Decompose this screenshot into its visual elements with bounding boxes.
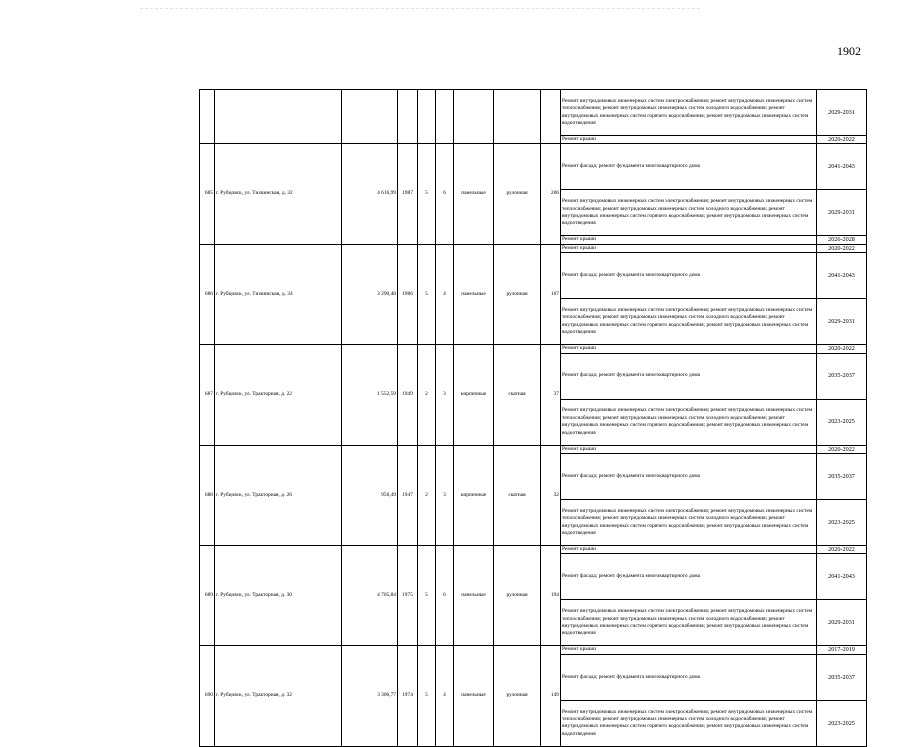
total-area: 4 616,99 (342, 144, 398, 244)
work-description: Ремонт фасада; ремонт фундамента многоквартирного дома (561, 554, 817, 600)
house-address: г. Рубцовск, ул. Тихвинская, д. 32 (215, 144, 342, 244)
wall-material: панельные (454, 244, 494, 344)
work-period: 2020-2022 (817, 136, 867, 144)
residents-count: 167 (541, 244, 561, 344)
wall-material: панельные (454, 646, 494, 746)
empty-cell (541, 90, 561, 144)
work-period: 2020-2022 (817, 445, 867, 453)
roof-type: рулонная (494, 546, 541, 646)
roof-type: скатная (494, 445, 541, 545)
roof-type: рулонная (494, 144, 541, 244)
build-year: 1975 (398, 546, 418, 646)
work-description: Ремонт крыши (561, 445, 817, 453)
empty-cell (454, 90, 494, 144)
table-row (200, 90, 867, 136)
house-address: г. Рубцовск, ул. Тихвинская, д. 34 (215, 244, 342, 344)
page-number: 1902 (837, 44, 861, 58)
work-period: 2020-2022 (817, 345, 867, 353)
empty-cell (494, 90, 541, 144)
work-period: 2041-2043 (817, 144, 867, 190)
total-area: 1 552,59 (342, 345, 398, 445)
work-period: 2029-2031 (817, 90, 867, 136)
work-period: 2023-2025 (817, 399, 867, 445)
work-description: Ремонт фасада; ремонт фундамента многоквартирного дома (561, 353, 817, 399)
floors-count: 5 (418, 646, 436, 746)
work-description: Ремонт внутридомовых инженерных систем электроснабжения; ремонт внутридомовых инженерных систем теплоснабжения; ремонт внутридомовых инженерных систем холодного водоснабжения; ремонт внутридомовых инженерных систем горячего водоснабжения; ремонт внутридомовых инженерных систем водоотведения (561, 600, 817, 646)
empty-cell (342, 90, 398, 144)
work-description: Ремонт фасада; ремонт фундамента многоквартирного дома (561, 454, 817, 500)
work-description: Ремонт крыши (561, 236, 817, 244)
row-number: 686 (200, 244, 215, 344)
work-description: Ремонт фасада; ремонт фундамента многоквартирного дома (561, 253, 817, 299)
wall-material: кирпичные (454, 345, 494, 445)
build-year: 1986 (398, 244, 418, 344)
entrances-count: 4 (436, 244, 454, 344)
residents-count: 37 (541, 345, 561, 445)
row-number: 685 (200, 144, 215, 244)
work-description: Ремонт внутридомовых инженерных систем электроснабжения; ремонт внутридомовых инженерных систем теплоснабжения; ремонт внутридомовых инженерных систем холодного водоснабжения; ремонт внутридомовых инженерных систем горячего водоснабжения; ремонт внутридомовых инженерных систем водоотведения (561, 190, 817, 236)
work-period: 2035-2037 (817, 454, 867, 500)
scan-artifact-line (140, 8, 700, 10)
table-row (200, 144, 867, 190)
empty-cell (418, 90, 436, 144)
work-description: Ремонт крыши (561, 345, 817, 353)
row-number: 687 (200, 345, 215, 445)
total-area: 3 306,77 (342, 646, 398, 746)
work-period: 2017-2019 (817, 646, 867, 654)
empty-cell (215, 90, 342, 144)
work-period: 2035-2037 (817, 353, 867, 399)
repair-program-table (199, 89, 867, 747)
entrances-count: 3 (436, 345, 454, 445)
work-period: 2020-2022 (817, 546, 867, 554)
table-body (200, 90, 867, 747)
entrances-count: 3 (436, 445, 454, 545)
empty-cell (200, 90, 215, 144)
work-description: Ремонт крыши (561, 646, 817, 654)
total-area: 3 290,48 (342, 244, 398, 344)
entrances-count: 6 (436, 546, 454, 646)
work-period: 2020-2022 (817, 244, 867, 252)
work-period: 2041-2043 (817, 554, 867, 600)
floors-count: 2 (418, 345, 436, 445)
work-description: Ремонт внутридомовых инженерных систем электроснабжения; ремонт внутридомовых инженерных систем теплоснабжения; ремонт внутридомовых инженерных систем холодного водоснабжения; ремонт внутридомовых инженерных систем горячего водоснабжения; ремонт внутридомовых инженерных систем водоотведения (561, 90, 817, 136)
total-area: 4 705,84 (342, 546, 398, 646)
floors-count: 5 (418, 546, 436, 646)
work-description: Ремонт крыши (561, 136, 817, 144)
work-period: 2023-2025 (817, 700, 867, 746)
empty-cell (398, 90, 418, 144)
wall-material: панельные (454, 144, 494, 244)
residents-count: 206 (541, 144, 561, 244)
floors-count: 5 (418, 244, 436, 344)
table-row (200, 646, 867, 654)
table-row (200, 244, 867, 252)
table-row (200, 345, 867, 353)
roof-type: рулонная (494, 244, 541, 344)
empty-cell (436, 90, 454, 144)
roof-type: скатная (494, 345, 541, 445)
work-period: 2029-2031 (817, 190, 867, 236)
floors-count: 2 (418, 445, 436, 545)
work-period: 2026-2028 (817, 236, 867, 244)
row-number: 690 (200, 646, 215, 746)
work-description: Ремонт внутридомовых инженерных систем электроснабжения; ремонт внутридомовых инженерных систем теплоснабжения; ремонт внутридомовых инженерных систем холодного водоснабжения; ремонт внутридомовых инженерных систем горячего водоснабжения; ремонт внутридомовых инженерных систем водоотведения (561, 299, 817, 345)
wall-material: кирпичные (454, 445, 494, 545)
work-period: 2041-2043 (817, 253, 867, 299)
house-address: г. Рубцовск, ул. Тракторная, д. 32 (215, 646, 342, 746)
work-description: Ремонт внутридомовых инженерных систем электроснабжения; ремонт внутридомовых инженерных систем теплоснабжения; ремонт внутридомовых инженерных систем холодного водоснабжения; ремонт внутридомовых инженерных систем горячего водоснабжения; ремонт внутридомовых инженерных систем водоотведения (561, 500, 817, 546)
build-year: 1947 (398, 445, 418, 545)
work-description: Ремонт внутридомовых инженерных систем электроснабжения; ремонт внутридомовых инженерных систем теплоснабжения; ремонт внутридомовых инженерных систем холодного водоснабжения; ремонт внутридомовых инженерных систем горячего водоснабжения; ремонт внутридомовых инженерных систем водоотведения (561, 700, 817, 746)
work-description: Ремонт крыши (561, 546, 817, 554)
table-row (200, 445, 867, 453)
build-year: 1987 (398, 144, 418, 244)
residents-count: 149 (541, 646, 561, 746)
residents-count: 194 (541, 546, 561, 646)
work-period: 2035-2037 (817, 654, 867, 700)
work-description: Ремонт внутридомовых инженерных систем электроснабжения; ремонт внутридомовых инженерных систем теплоснабжения; ремонт внутридомовых инженерных систем холодного водоснабжения; ремонт внутридомовых инженерных систем горячего водоснабжения; ремонт внутридомовых инженерных систем водоотведения (561, 399, 817, 445)
work-period: 2023-2025 (817, 500, 867, 546)
build-year: 1974 (398, 646, 418, 746)
build-year: 1949 (398, 345, 418, 445)
wall-material: панельные (454, 546, 494, 646)
house-address: г. Рубцовск, ул. Тракторная, д. 30 (215, 546, 342, 646)
roof-type: рулонная (494, 646, 541, 746)
row-number: 689 (200, 546, 215, 646)
work-description: Ремонт фасада; ремонт фундамента многоквартирного дома (561, 144, 817, 190)
work-period: 2029-2031 (817, 600, 867, 646)
house-address: г. Рубцовск, ул. Тракторная, д. 26 (215, 445, 342, 545)
work-description: Ремонт фасада; ремонт фундамента многоквартирного дома (561, 654, 817, 700)
entrances-count: 4 (436, 646, 454, 746)
house-address: г. Рубцовск, ул. Тракторная, д. 22 (215, 345, 342, 445)
row-number: 688 (200, 445, 215, 545)
residents-count: 32 (541, 445, 561, 545)
total-area: 956,49 (342, 445, 398, 545)
floors-count: 5 (418, 144, 436, 244)
entrances-count: 6 (436, 144, 454, 244)
table-row (200, 546, 867, 554)
work-description: Ремонт крыши (561, 244, 817, 252)
work-period: 2029-2031 (817, 299, 867, 345)
